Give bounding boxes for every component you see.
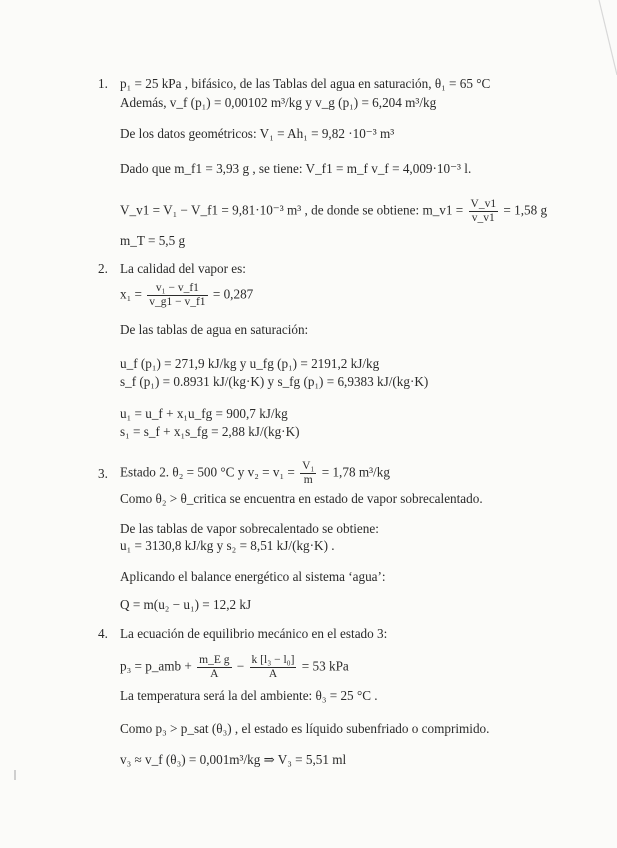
scan-edge-mark xyxy=(14,770,16,780)
item-number: 2. xyxy=(98,261,108,276)
item3-line5: Aplicando el balance energético al sistema ‘agua’: xyxy=(120,569,386,584)
item-number: 1. xyxy=(98,76,108,91)
numerator: m_E g xyxy=(199,654,230,666)
item-number: 3. xyxy=(98,466,108,481)
item2-line6: u₁ = u_f + x₁u_fg = 900,7 kJ/kg xyxy=(120,406,288,421)
item1-line4: Dado que m_f1 = 3,93 g , se tiene: V_f1 = m_f v_f = 4,009·10⁻³ l. xyxy=(120,161,472,176)
item3-line1-text: Estado 2. θ₂ = 500 °C y v₂ = v₁ = xyxy=(120,464,295,480)
numerator: v₁ − v_f1 xyxy=(147,282,207,296)
item2-line4: u_f (p₁) = 271,9 kJ/kg y u_fg (p₁) = 2191,2 kJ/kg xyxy=(120,356,380,371)
item3-line1 xyxy=(120,460,390,487)
denominator: A xyxy=(210,668,219,680)
fraction xyxy=(147,282,207,309)
item1-line1: p₁ = 25 kPa , bifásico, de las Tablas del agua en saturación, θ₁ = 65 °C xyxy=(120,76,491,91)
fraction xyxy=(197,654,231,681)
numerator: V₁ xyxy=(302,460,315,472)
fraction xyxy=(469,198,499,225)
item1-line5-text: V_v1 = V₁ − V_f1 = 9,81·10⁻³ m³ , de donde se obtiene: m_v1 = xyxy=(120,202,464,218)
item1-line6: m_T = 5,5 g xyxy=(120,233,186,248)
item4-line5: v₃ ≈ v_f (θ₃) = 0,001m³/kg ⇒ V₃ = 5,51 ml xyxy=(120,752,347,767)
denominator: m xyxy=(303,474,313,486)
item4-p3-label: p₃ = p_amb + xyxy=(120,658,192,674)
item2-line1: La calidad del vapor es: xyxy=(120,261,246,276)
item2-x1-label: x₁ = xyxy=(120,286,142,302)
item3-line6: Q = m(u₂ − u₁) = 12,2 kJ xyxy=(120,597,252,612)
item-number: 4. xyxy=(98,626,108,641)
item4-line2 xyxy=(120,654,349,681)
item2-line5: s_f (p₁) = 0.8931 kJ/(kg·K) y s_fg (p₁) = 6,9383 kJ/(kg·K) xyxy=(120,374,429,389)
item4-line3: La temperatura será la del ambiente: θ₃ = 25 °C . xyxy=(120,688,378,703)
item1-line5 xyxy=(120,198,547,225)
item3-line1-result: = 1,78 m³/kg xyxy=(321,464,390,480)
item3-line2: Como θ₂ > θ_critica se encuentra en estado de vapor sobrecalentado. xyxy=(120,491,483,506)
item2-x1-result: = 0,287 xyxy=(212,286,254,302)
item3-line4: u₁ = 3130,8 kJ/kg y s₂ = 8,51 kJ/(kg·K) . xyxy=(120,538,335,553)
denominator: v_g1 − v_f1 xyxy=(149,296,206,308)
item2-line2 xyxy=(120,282,253,309)
numerator: V_v1 xyxy=(470,198,497,210)
denominator: v_v1 xyxy=(471,212,495,224)
minus-sign: − xyxy=(236,658,245,674)
item4-p3-result: = 53 kPa xyxy=(301,658,349,674)
item4-line1: La ecuación de equilibrio mecánico en el estado 3: xyxy=(120,626,388,641)
fraction xyxy=(300,460,316,487)
numerator: k [l₃ − l₀] xyxy=(251,654,295,666)
item1-line3: De los datos geométricos: V₁ = Ah₁ = 9,82 ·10⁻³ m³ xyxy=(120,126,395,141)
denominator: A xyxy=(268,668,278,680)
item3-line3: De las tablas de vapor sobrecalentado se obtiene: xyxy=(120,521,379,536)
item2-line3: De las tablas de agua en saturación: xyxy=(120,322,309,337)
item1-line5-result: = 1,58 g xyxy=(503,202,548,218)
item1-line2: Además, v_f (p₁) = 0,00102 m³/kg y v_g (p₁) = 6,204 m³/kg xyxy=(120,95,437,110)
item2-line7: s₁ = s_f + x₁s_fg = 2,88 kJ/(kg·K) xyxy=(120,424,300,439)
fraction xyxy=(250,654,297,681)
page-corner-fold xyxy=(587,0,617,80)
item4-line4: Como p₃ > p_sat (θ₃) , el estado es líquido subenfriado o comprimido. xyxy=(120,721,490,736)
